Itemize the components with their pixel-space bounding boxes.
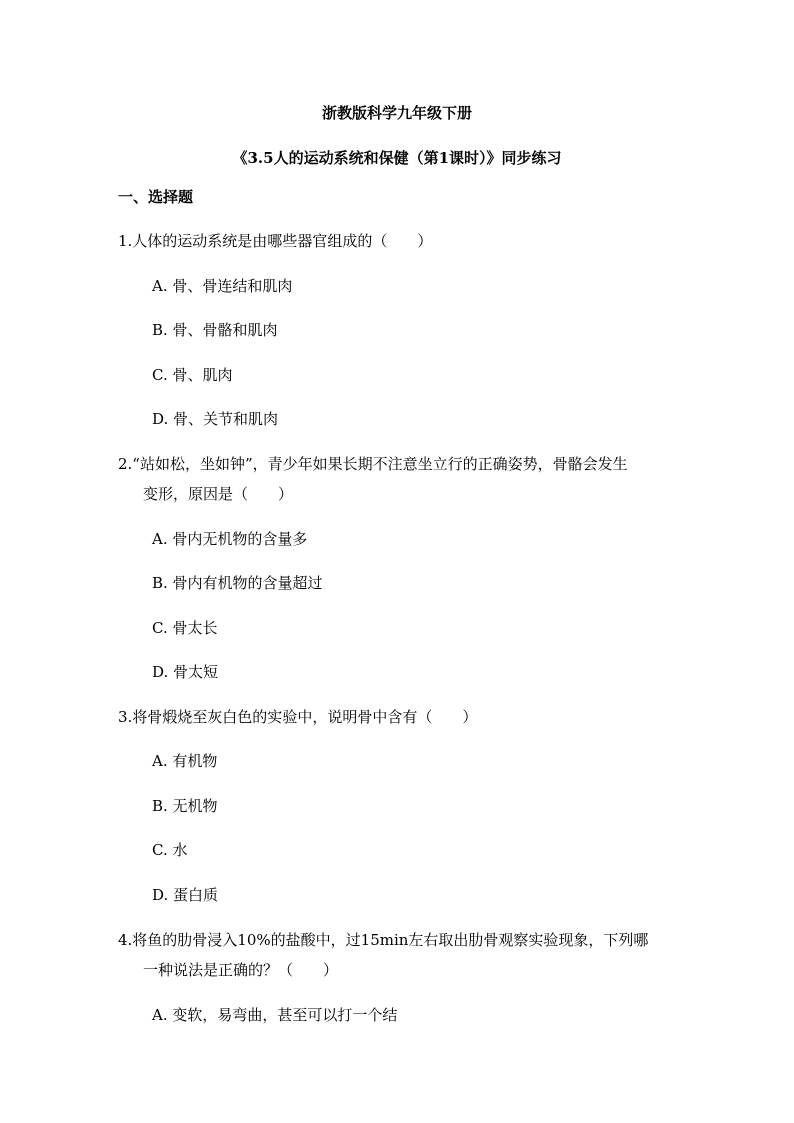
question-text: 3.将骨煅烧至灰白色的实验中，说明骨中含有（ ）: [118, 708, 478, 726]
option-d: D. 骨太短: [152, 663, 219, 681]
option-c: C. 骨太长: [152, 619, 218, 637]
question-text-continued: 一种说法是正确的？（ ）: [143, 961, 339, 979]
document-title: 浙教版科学九年级下册: [321, 104, 472, 122]
option-c: C. 骨、肌肉: [152, 366, 233, 384]
section-heading: 一、选择题: [118, 188, 194, 206]
option-a: A. 变软，易弯曲，甚至可以打一个结: [152, 1006, 398, 1024]
question-text: 1.人体的运动系统是由哪些器官组成的（ ）: [118, 232, 433, 250]
option-a: A. 骨内无机物的含量多: [152, 530, 308, 548]
question-text: 2.“站如松，坐如钟”，青少年如果长期不注意坐立行的正确姿势，骨骼会发生: [118, 455, 628, 473]
option-d: D. 骨、关节和肌肉: [152, 410, 279, 428]
option-c: C. 水: [152, 841, 188, 859]
document-subtitle: 《3.5人的运动系统和保健（第1课时）》同步练习: [232, 149, 562, 167]
option-a: A. 骨、骨连结和肌肉: [152, 277, 293, 295]
question-text-continued: 变形，原因是（ ）: [143, 485, 294, 503]
option-a: A. 有机物: [152, 752, 218, 770]
option-d: D. 蛋白质: [152, 886, 219, 904]
option-b: B. 无机物: [152, 797, 218, 815]
option-b: B. 骨内有机物的含量超过: [152, 574, 323, 592]
option-b: B. 骨、骨骼和肌肉: [152, 321, 278, 339]
question-text: 4.将鱼的肋骨浸入10%的盐酸中，过15min左右取出肋骨观察实验现象，下列哪: [118, 931, 649, 949]
